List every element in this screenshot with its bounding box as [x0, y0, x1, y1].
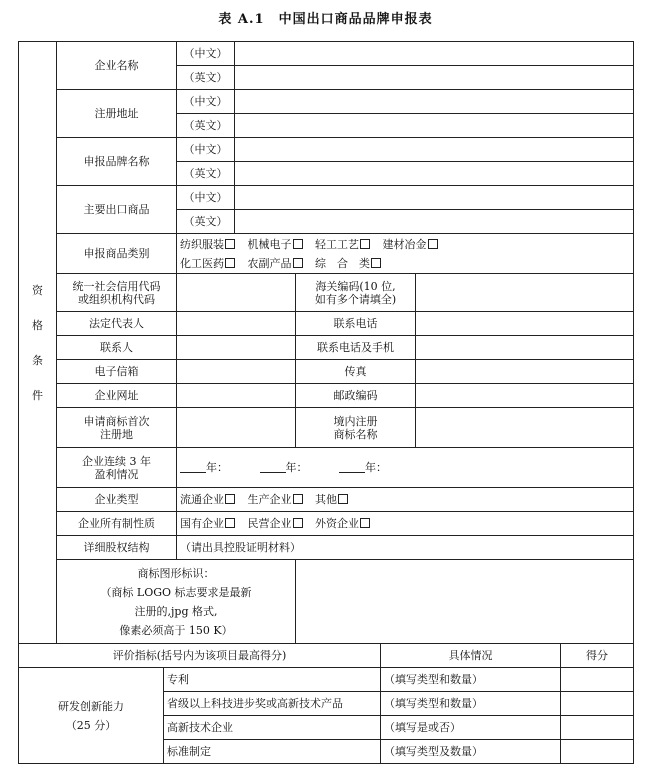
checkbox-comprehensive[interactable] [371, 258, 381, 268]
year-3-field[interactable] [339, 462, 365, 473]
tm-first-reg-field[interactable] [177, 408, 296, 448]
equity-label: 详细股权结构 [57, 536, 177, 560]
company-name-label: 企业名称 [57, 42, 177, 90]
reg-address-en-label: （英文） [177, 114, 235, 138]
fax-field[interactable] [416, 360, 634, 384]
customs-code-label: 海关编码(10 位, 如有多个请填全) [296, 274, 416, 312]
credit-code-label: 统一社会信用代码 或组织机构代码 [57, 274, 177, 312]
postcode-field[interactable] [416, 384, 634, 408]
evaluation-table [18, 643, 634, 764]
eval-group-rd: 研发创新能力 （25 分） [19, 668, 164, 764]
main-product-cn-label: （中文） [177, 186, 235, 210]
eval-item-name: 标准制定 [164, 740, 381, 764]
phone-field[interactable] [416, 312, 634, 336]
contact-field[interactable] [177, 336, 296, 360]
brand-name-en-label: （英文） [177, 162, 235, 186]
phone-mobile-field[interactable] [416, 336, 634, 360]
checkbox-machinery[interactable] [293, 239, 303, 249]
main-product-en-label: （英文） [177, 210, 235, 234]
checkbox-trading[interactable] [225, 494, 235, 504]
phone-label: 联系电话 [296, 312, 416, 336]
brand-name-label: 申报品牌名称 [57, 138, 177, 186]
company-name-en-label: （英文） [177, 66, 235, 90]
eval-header-score: 得分 [561, 644, 634, 668]
equity-field[interactable]: （请出具控股证明材料） [177, 536, 634, 560]
website-label: 企业网址 [57, 384, 177, 408]
company-name-en-field[interactable] [235, 66, 634, 90]
eval-header-detail: 具体情况 [381, 644, 561, 668]
checkbox-textile[interactable] [225, 239, 235, 249]
category-options: 纺织服装 机械电子 轻工工艺 建材冶金 化工医药 农副产品 综 合 类 [177, 234, 634, 274]
eval-header-index: 评价指标(括号内为该项目最高得分) [19, 644, 381, 668]
email-label: 电子信箱 [57, 360, 177, 384]
eval-item-name: 专利 [164, 668, 381, 692]
eval-item-detail[interactable]: （填写类型和数量） [381, 668, 561, 692]
phone-mobile-label: 联系电话及手机 [296, 336, 416, 360]
eval-item-score[interactable] [561, 692, 634, 716]
page-title: 表 A.1 中国出口商品品牌申报表 [218, 12, 433, 27]
eval-item-detail[interactable]: （填写类型及数量） [381, 740, 561, 764]
checkbox-agricultural[interactable] [293, 258, 303, 268]
category-label: 申报商品类别 [57, 234, 177, 274]
legal-rep-label: 法定代表人 [57, 312, 177, 336]
company-type-label: 企业类型 [57, 488, 177, 512]
brand-name-cn-label: （中文） [177, 138, 235, 162]
ownership-options: 国有企业 民营企业 外资企业 [177, 512, 634, 536]
reg-address-cn-label: （中文） [177, 90, 235, 114]
customs-code-field[interactable] [416, 274, 634, 312]
tm-first-reg-label: 申请商标首次 注册地 [57, 408, 177, 448]
checkbox-foreign[interactable] [360, 518, 370, 528]
contact-label: 联系人 [57, 336, 177, 360]
qualification-section-label: 资 格 条 件 [19, 42, 57, 644]
checkbox-private[interactable] [293, 518, 303, 528]
eval-item-detail[interactable]: （填写类型和数量） [381, 692, 561, 716]
logo-upload-area[interactable] [296, 560, 634, 644]
checkbox-light-industry[interactable] [360, 239, 370, 249]
website-field[interactable] [177, 384, 296, 408]
profit-label: 企业连续 3 年 盈利情况 [57, 448, 177, 488]
brand-name-en-field[interactable] [235, 162, 634, 186]
ownership-label: 企业所有制性质 [57, 512, 177, 536]
tm-domestic-label: 境内注册 商标名称 [296, 408, 416, 448]
eval-item-score[interactable] [561, 668, 634, 692]
checkbox-chemical[interactable] [225, 258, 235, 268]
checkbox-other[interactable] [338, 494, 348, 504]
tm-domestic-field[interactable] [416, 408, 634, 448]
email-field[interactable] [177, 360, 296, 384]
company-name-cn-field[interactable] [235, 42, 634, 66]
qualification-table [18, 41, 634, 644]
checkbox-building-materials[interactable] [428, 239, 438, 249]
eval-item-detail[interactable]: （填写是或否） [381, 716, 561, 740]
year-1-field[interactable] [180, 462, 206, 473]
eval-item-score[interactable] [561, 716, 634, 740]
reg-address-cn-field[interactable] [235, 90, 634, 114]
company-name-cn-label: （中文） [177, 42, 235, 66]
legal-rep-field[interactable] [177, 312, 296, 336]
reg-address-en-field[interactable] [235, 114, 634, 138]
main-product-cn-field[interactable] [235, 186, 634, 210]
main-product-label: 主要出口商品 [57, 186, 177, 234]
reg-address-label: 注册地址 [57, 90, 177, 138]
fax-label: 传真 [296, 360, 416, 384]
eval-item-name: 高新技术企业 [164, 716, 381, 740]
credit-code-field[interactable] [177, 274, 296, 312]
logo-label: 商标图形标识： （商标 LOGO 标志要求是最新 注册的,jpg 格式, 像素必须高于 150 K） [57, 560, 296, 644]
eval-item-name: 省级以上科技进步奖或高新技术产品 [164, 692, 381, 716]
year-2-field[interactable] [260, 462, 286, 473]
checkbox-manufacturing[interactable] [293, 494, 303, 504]
postcode-label: 邮政编码 [296, 384, 416, 408]
main-product-en-field[interactable] [235, 210, 634, 234]
brand-name-cn-field[interactable] [235, 138, 634, 162]
checkbox-state-owned[interactable] [225, 518, 235, 528]
eval-item-score[interactable] [561, 740, 634, 764]
profit-years: 年： 年： 年： [177, 448, 634, 488]
company-type-options: 流通企业 生产企业 其他 [177, 488, 634, 512]
